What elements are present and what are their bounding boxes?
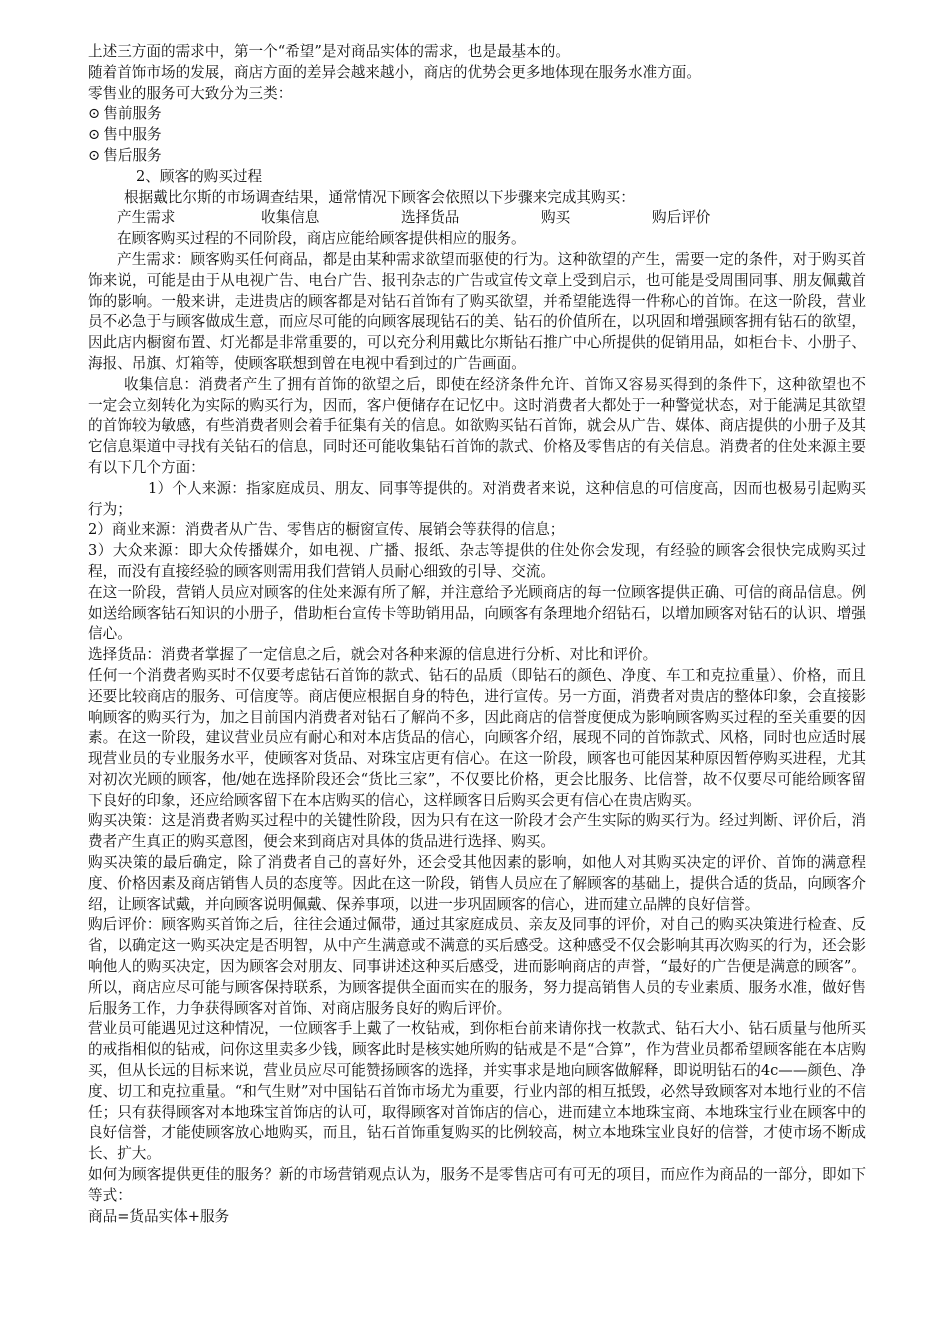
paragraph-demand: 产生需求：顾客购买任何商品，都是由某种需求欲望而驱使的行为。这种欲望的产生，需要一定的条件，对于购买首饰来说，可能是由于从电视广告、电台广告、报刊杂志的广告或宣传文章上受到启示，也可能是受周围同事、朋友佩戴首饰的影响。一般来讲，走进贵店的顾客都是对钻石首饰有了购买欲望，并希望能选得一件称心的首饰。在这一阶段，营业员不必急于与顾客做成生意，而应尽可能的向顾客展现钻石的美、钻石的价值所在，以巩固和增强顾客拥有钻石的欲望，因此店内橱窗布置、灯光都是非常重要的，可以充分利用戴比尔斯钻石推广中心所提供的促销用品，如柜台卡、小册子、海报、吊旗、灯箱等，使顾客联想到曾在电视中看到过的广告画面。 — [88, 250, 866, 372]
circle-dot-bullet-icon: ⊙ — [88, 126, 101, 144]
paragraph-collect: 收集信息：消费者产生了拥有首饰的欲望之后，即使在经济条件允许、首饰又容易买得到的条件下，这种欲望也不一定会立刻转化为实际的购买行为，因而，客户便储存在记忆中。这时消费者大都处于一种警觉状态，对于能满足其欲望的首饰较为敏感，有些消费者则会着手征集有关的信息。如欲购买钻石首饰，就会从广告、媒体、商店提供的小册子及其它信息渠道中寻找有关钻石的信息，同时还可能收集钻石首饰的款式、价格及零售店的有关信息。消费者的住处来源主要有以下几个方面： — [88, 375, 866, 476]
paragraph-compare: 任何一个消费者购买时不仅要考虑钻石首饰的款式、钻石的品质（即钻石的颜色、净度、车工和克拉重量）、价格，而且还要比较商店的服务、可信度等。商店便应根据自身的特色，进行宣传。另一方面，消费者对贵店的整体印象，会直接影响顾客的购买行为，加之目前国内消费者对钻石了解尚不多，因此商店的信誉度便成为影响顾客购买过程的至关重要的因素。在这一阶段，建议营业员应有耐心和对本店货品的信心，向顾客介绍，展现不同的首饰款式、风格，同时也应适时展现营业员的专业服务水平，使顾客对货品、对珠宝店更有信心。在这一阶段，顾客也可能因某种原因暂停购买进程，尤其对初次光顾的顾客，他/她在选择阶段还会“货比三家”，不仅要比价格，更会比服务、比信誉，故不仅要尽可能给顾客留下良好的印象，还应给顾客留下在本店购买的信心，这样顾客日后购买会更有信心在贵店购买。 — [88, 666, 866, 809]
paragraph-decide: 购买决策：这是消费者购买过程中的关键性阶段，因为只有在这一阶段才会产生实际的购买行为。经过判断、评价后，消费者产生真正的购买意图，便会来到商店对具体的货品进行选择、购买。 — [88, 812, 866, 851]
intro-line-3: 零售业的服务可大致分为三类： — [88, 84, 293, 102]
step-select: 选择货品 — [401, 209, 460, 227]
circle-dot-bullet-icon: ⊙ — [88, 105, 101, 123]
circle-dot-bullet-icon: ⊙ — [88, 146, 101, 164]
paragraph-question: 如何为顾客提供更佳的服务？新的市场营销观点认为，服务不是零售店可有可无的项目，而应作为商品的一部分，即如下等式： — [88, 1166, 866, 1204]
intro-line-1: 上述三方面的需求中，第一个“希望”是对商品实体的需求，也是最基本的。 — [88, 43, 570, 60]
step-buy: 购买 — [541, 209, 571, 227]
step-review: 购后评价 — [652, 209, 711, 227]
intro-line-2: 随着首饰市场的发展，商店方面的差异会越来越小，商店的优势会更多地体现在服务水准方面。 — [88, 63, 701, 81]
step-demand: 产生需求 — [117, 209, 176, 227]
paragraph-source-public: 3）大众来源：即大众传播媒介，如电视、广播、报纸、杂志等提供的住处你会发现，有经验的顾客会很快完成购买过程，而没有直接经验的顾客则需用我们营销人员耐心细致的引导、交流。 — [88, 542, 866, 580]
document-page — [88, 42, 866, 1227]
service-item-after-sale — [88, 146, 866, 167]
paragraph-decide-final: 购买决策的最后确定，除了消费者自己的喜好外，还会受其他因素的影响，如他人对其购买决定的评价、首饰的满意程度、价格因素及商店销售人员的态度等。因此在这一阶段，销售人员应在了解顾客的基础上，提供合适的货品，向顾客介绍，让顾客试戴，并向顾客说明佩戴、保养事项，以进一步巩固顾客的信心，进而建立品牌的良好信誉。 — [88, 854, 866, 913]
paragraph-stage: 在这一阶段，营销人员应对顾客的住处来源有所了解，并注意给予光顾商店的每一位顾客提供正确、可信的商品信息。例如送给顾客钻石知识的小册子，借助柜台宣传卡等助销用品，向顾客有条理地介绍钻石，以增加顾客对钻石的认识、增强信心。 — [88, 583, 866, 643]
section-title: 2、顾客的购买过程 — [136, 167, 263, 185]
service-item-pre-sale — [88, 104, 866, 125]
survey-text: 根据戴比尔斯的市场调查结果，通常情况下顾客会依照以下步骤来完成其购买： — [124, 188, 635, 206]
paragraph-review: 购后评价：顾客购买首饰之后，往往会通过佩带，通过其家庭成员、亲友及同事的评价，对自己的购买决策进行检查、反省，以确定这一购买决定是否明智，从中产生满意或不满意的买后感受。这种感受不仅会影响其再次购买的行为，还会影响他人的购买决定，因为顾客会对朋友、同事讲述这种买后感受，进而影响商店的声誉，“最好的广告便是满意的顾客”。所以，商店应尽可能与顾客保持联系，为顾客提供全面而实在的服务，努力提高销售人员的专业素质、服务水准，做好售后服务工作，力争获得顾客对首饰、对商店服务良好的购后评价。 — [88, 916, 866, 1017]
paragraph-source-personal: 1）个人来源：指家庭成员、朋友、同事等提供的。对消费者来说，这种信息的可信度高，因而也极易引起购买行为； — [88, 479, 866, 518]
service-label: 售前服务 — [103, 105, 162, 123]
service-label: 售后服务 — [103, 146, 162, 164]
step-collect: 收集信息 — [261, 209, 320, 227]
formula: 商品=货品实体+服务 — [88, 1207, 230, 1225]
paragraph-select: 选择货品：消费者掌握了一定信息之后，就会对各种来源的信息进行分析、对比和评价。 — [88, 646, 658, 664]
paragraph-source-commercial: 2）商业来源：消费者从广告、零售店的橱窗宣传、展销会等获得的信息； — [88, 521, 565, 539]
paragraph-example: 营业员可能遇见过这种情况，一位顾客手上戴了一枚钻戒，到你柜台前来请你找一枚款式、钻石大小、钻石质量与他所买的戒指相似的钻戒，问你这里卖多少钱，顾客此时是核实她所购的钻戒是不是“合算”，作为营业员都希望顾客能在本店购买，但从长远的目标来说，营业员应尽可能赞扬顾客的选择，并实事求是地向顾客做解释，即说明钻石的4c——颜色、净度、切工和克拉重量。“和气生财”对中国钻石首饰市场尤为重要，行业内部的相互抵毁，必然导致顾客对本地行业的不信任；只有获得顾客对本地珠宝首饰店的认可，取得顾客对首饰店的信心，进而建立本地珠宝商、本地珠宝行业在顾客中的良好信誉，才能使顾客放心地购买，而且，钻石首饰重复购买的比例较高，树立本地珠宝业良好的信誉，才使市场不断成长、扩大。 — [88, 1020, 866, 1163]
purchase-steps — [88, 208, 866, 229]
service-item-in-sale — [88, 125, 866, 146]
steps-note: 在顾客购买过程的不同阶段，商店应能给顾客提供相应的服务。 — [117, 230, 526, 248]
service-label: 售中服务 — [103, 126, 162, 144]
